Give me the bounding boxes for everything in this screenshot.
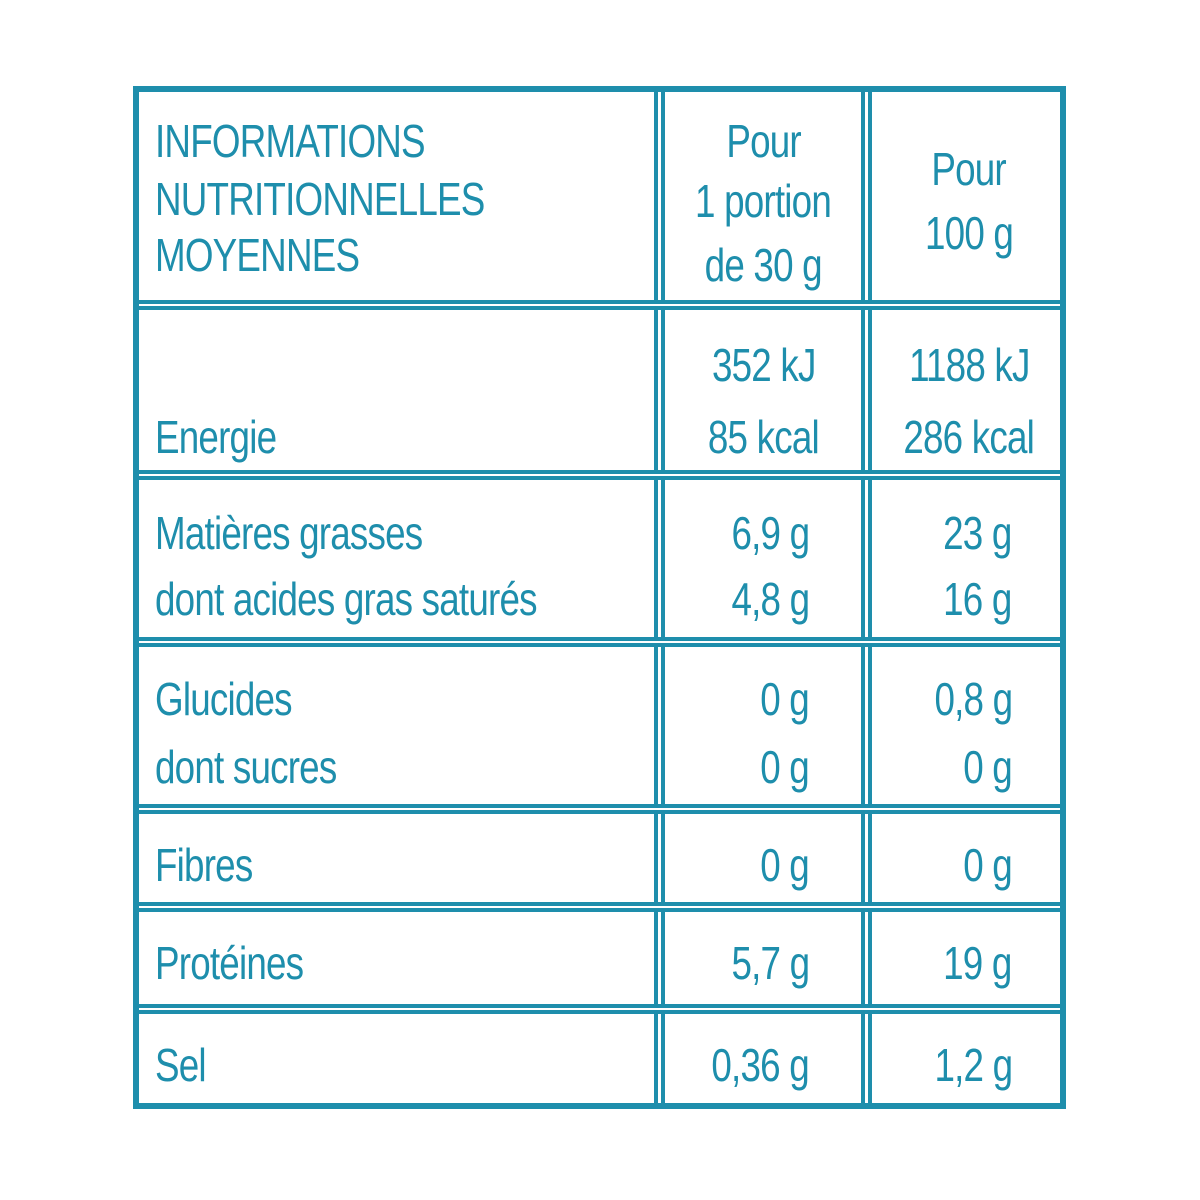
column-header-per-portion [661,175,866,227]
value-text: 352 kJ [711,339,816,391]
value-text: 4,8 g [731,573,809,625]
value-text: 1188 kJ [908,339,1030,391]
value-per-100g [872,839,1012,891]
nutrient-label-fat: Matières grasses [155,507,423,559]
column-header-per-portion [661,115,866,167]
value-text: 6,9 g [731,507,809,559]
row-divider [139,637,1060,647]
value-per-portion [661,411,866,463]
table-title-line: NUTRITIONNELLES [155,173,485,225]
nutrient-label-salt: Sel [155,1039,206,1091]
value-per-100g [872,507,1012,559]
value-text: 0 g [760,673,809,725]
value-text: 19 g [943,937,1012,989]
value-per-100g [872,1039,1012,1091]
table-title-line: INFORMATIONS [155,115,425,167]
nutrient-label-proteins: Protéines [155,937,304,989]
row-divider [139,1004,1060,1014]
value-per-portion [661,507,809,559]
value-text: 16 g [943,573,1012,625]
column-header-line: Pour [726,115,801,167]
value-per-portion [661,573,809,625]
nutrient-label-sugars: dont sucres [155,741,337,793]
value-text: 0,36 g [711,1039,809,1091]
table-title-line: MOYENNES [155,229,360,281]
column-header-per-portion [661,239,866,291]
column-header-line: 1 portion [695,175,832,227]
nutrient-label-carbohydrates: Glucides [155,673,292,725]
value-text: 0,8 g [934,673,1012,725]
value-text: 0 g [760,839,809,891]
value-per-portion [661,1039,809,1091]
nutrient-label-energie: Energie [155,411,277,463]
row-divider [139,300,1060,310]
row-divider [139,804,1060,814]
value-text: 0 g [963,741,1012,793]
value-per-100g [872,741,1012,793]
value-per-100g [872,937,1012,989]
nutrient-label-saturated-fat: dont acides gras saturés [155,573,537,625]
value-text: 286 kcal [903,411,1035,463]
value-per-100g [872,573,1012,625]
value-per-100g [872,339,1066,391]
value-per-100g [872,411,1066,463]
value-per-portion [661,741,809,793]
value-text: 5,7 g [731,937,809,989]
value-text: 23 g [943,507,1012,559]
value-text: 1,2 g [934,1039,1012,1091]
nutrient-label-fibres: Fibres [155,839,253,891]
value-text: 85 kcal [708,411,819,463]
value-per-100g [872,673,1012,725]
value-text: 0 g [760,741,809,793]
value-per-portion [661,839,809,891]
column-header-line: 100 g [924,207,1014,259]
column-header-per-100g [872,207,1066,259]
column-header-line: Pour [931,143,1007,195]
value-per-portion [661,937,809,989]
nutrition-table [133,86,1066,1109]
value-per-portion [661,339,866,391]
column-header-per-100g [872,143,1066,195]
value-text: 0 g [963,839,1012,891]
value-per-portion [661,673,809,725]
row-divider [139,470,1060,480]
column-header-line: de 30 g [704,239,823,291]
row-divider [139,902,1060,912]
